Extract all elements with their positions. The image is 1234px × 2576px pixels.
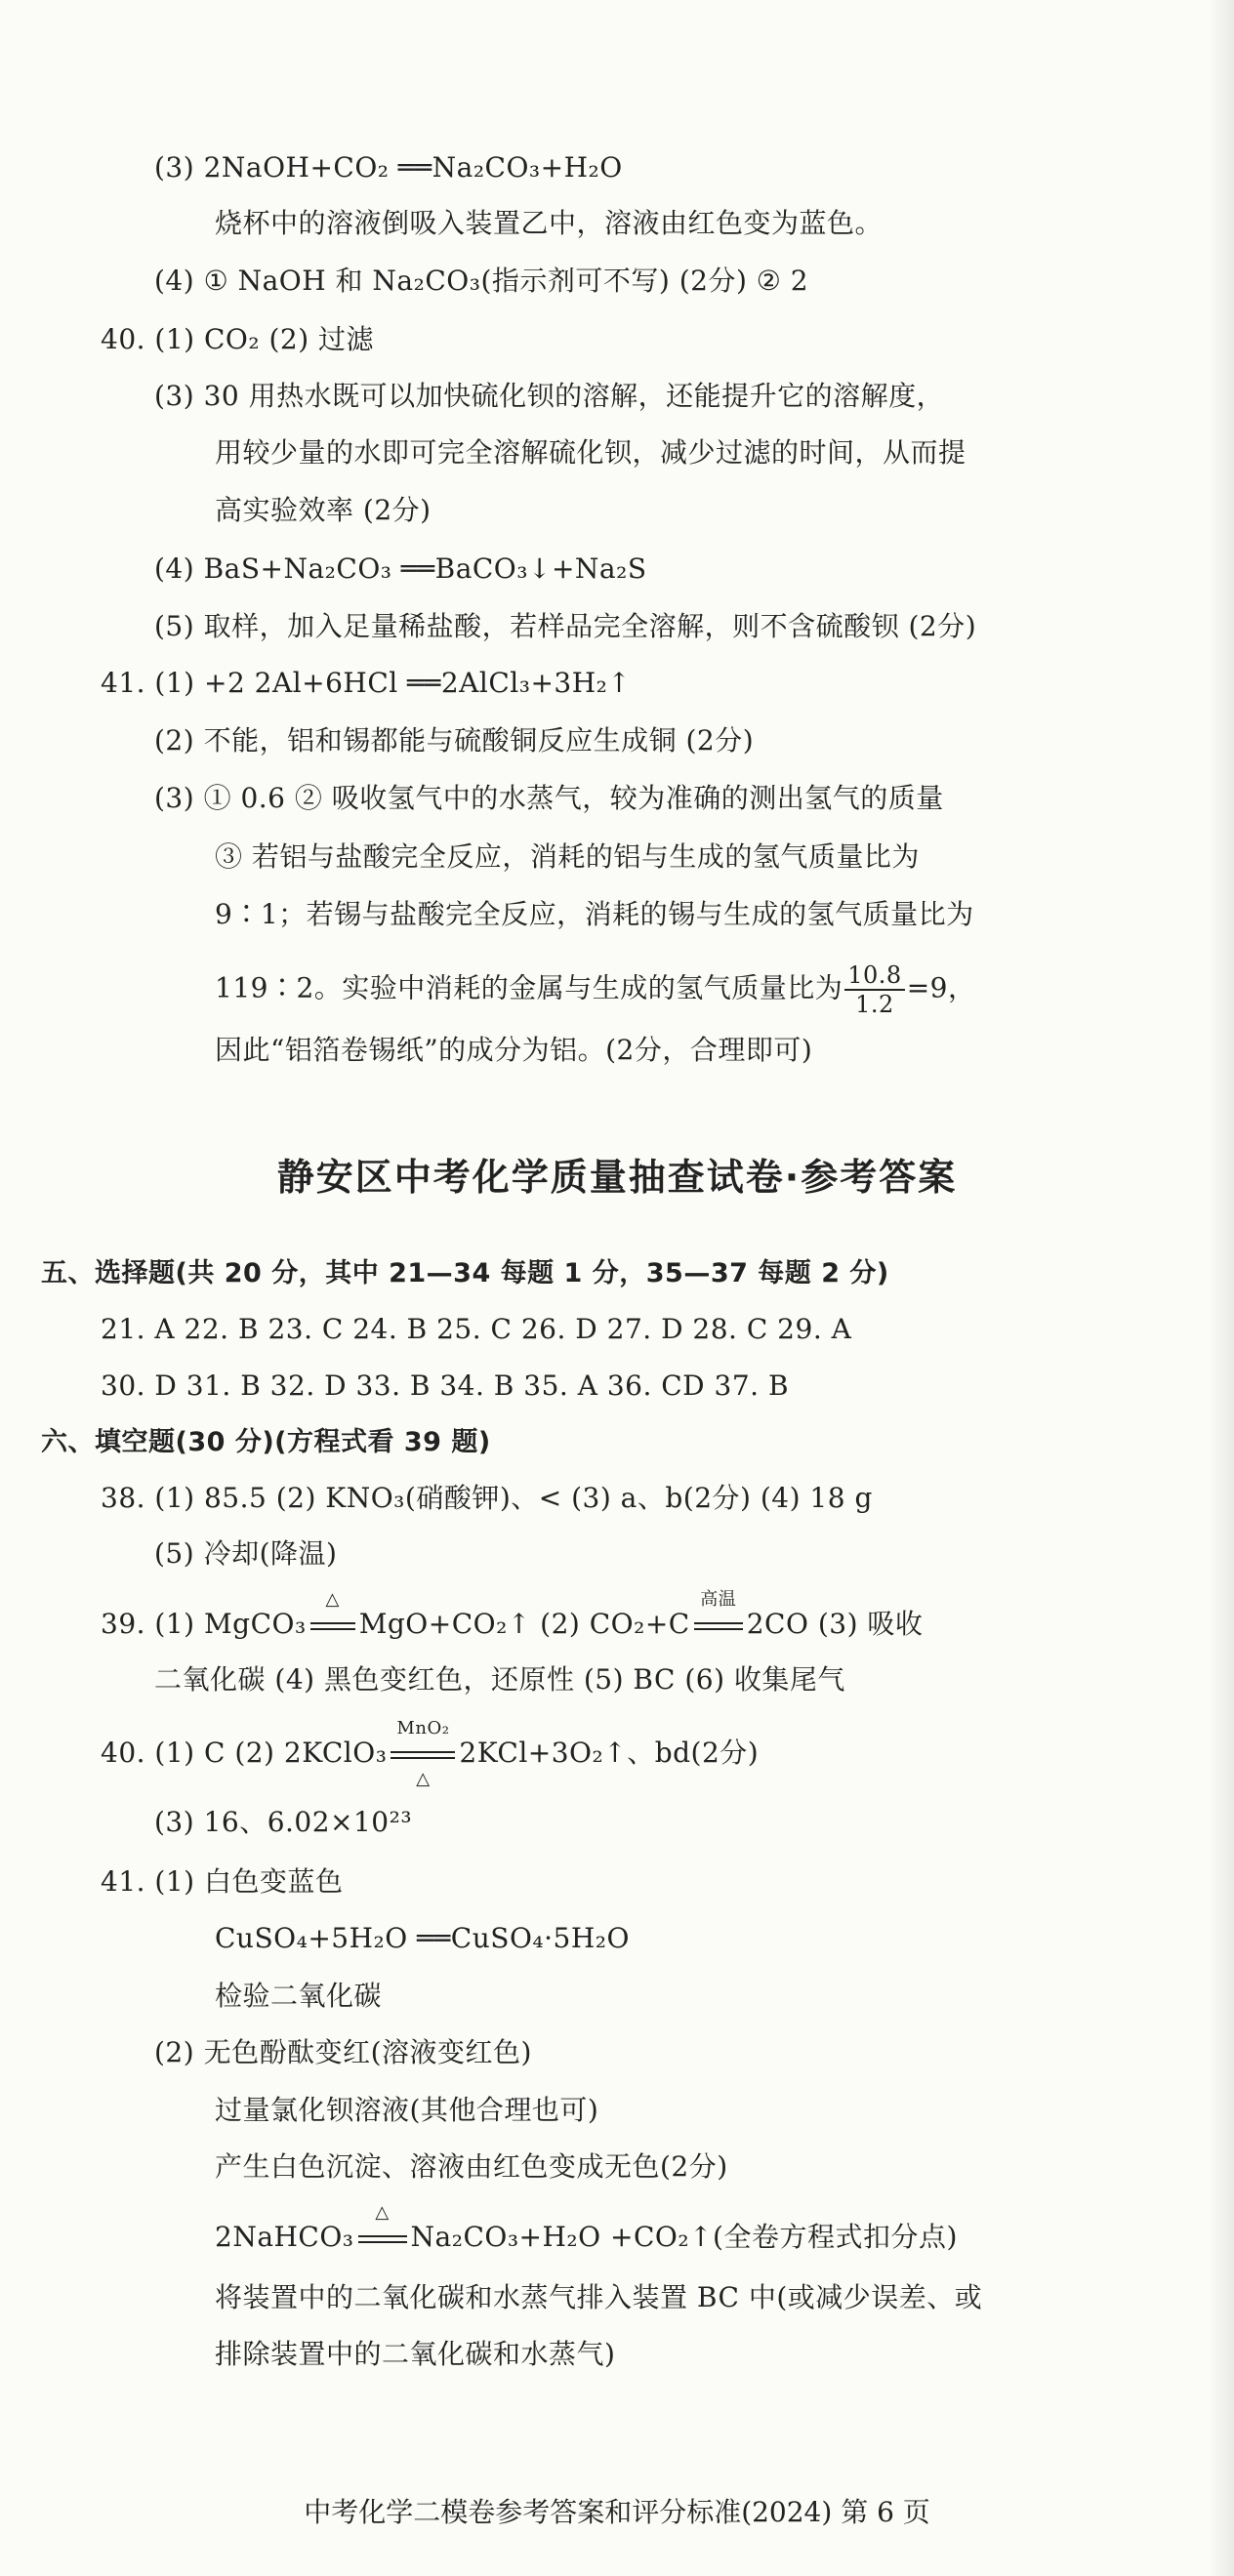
equation-text: 39. (1) MgCO₃	[101, 1608, 307, 1640]
section-heading: 六、填空题(30 分)(方程式看 39 题)	[41, 1427, 491, 1457]
answer-line: ③ 若铝与盐酸完全反应，消耗的铝与生成的氢气质量比为	[215, 840, 920, 873]
answer-line: (3) 2NaOH+CO₂ ══Na₂CO₃+H₂O	[154, 151, 623, 184]
equation-line	[101, 1718, 760, 1789]
answer-line-fraction	[215, 961, 975, 1018]
fraction-numerator: 10.8	[844, 961, 904, 991]
equals-sign	[358, 2235, 407, 2243]
answer-line: 41. (1) +2 2Al+6HCl ══2AlCl₃+3H₂↑	[101, 667, 632, 699]
answer-line: (3) 16、6.02×10²³	[154, 1806, 413, 1838]
page-footer: 中考化学二模卷参考答案和评分标准(2024) 第 6 页	[304, 2496, 930, 2528]
answer-line: 因此“铝箔卷锡纸”的成分为铝。(2分，合理即可)	[215, 1034, 813, 1066]
answer-line: (4) BaS+Na₂CO₃ ══BaCO₃↓+Na₂S	[154, 552, 647, 585]
equals-sign	[310, 1622, 355, 1630]
answer-line: 41. (1) 白色变蓝色	[101, 1865, 344, 1898]
equation-text: 2NaHCO₃	[215, 2221, 354, 2253]
condition-label: MnO₂	[396, 1718, 450, 1738]
fraction	[844, 961, 904, 1018]
section-heading: 五、选择题(共 20 分，其中 21—34 每题 1 分，35—37 每题 2 分)	[41, 1258, 889, 1288]
equation-text: Na₂CO₃+H₂O +CO₂↑(全卷方程式扣分点)	[410, 2221, 958, 2253]
answer-line: 9∶1；若锡与盐酸完全反应，消耗的锡与生成的氢气质量比为	[215, 898, 974, 930]
fraction-tail-text: =9，	[906, 971, 976, 1004]
fraction-denominator: 1.2	[855, 991, 894, 1018]
reaction-condition	[690, 1589, 747, 1644]
condition-label: 高温	[700, 1589, 737, 1610]
answer-line: 用较少量的水即可完全溶解硫化钡，减少过滤的时间，从而提	[215, 436, 967, 469]
answer-line: (3) 30 用热水既可以加快硫化钡的溶解，还能提升它的溶解度，	[154, 380, 945, 412]
answer-line: 高实验效率 (2分)	[215, 494, 432, 526]
answer-line: 过量氯化钡溶液(其他合理也可)	[215, 2094, 599, 2126]
choice-answers-row: 30. D 31. B 32. D 33. B 34. B 35. A 36. CD 37. B	[101, 1370, 790, 1402]
reaction-condition	[307, 1589, 359, 1644]
answer-line: CuSO₄+5H₂O ══CuSO₄·5H₂O	[215, 1922, 630, 1954]
answer-line: (2) 不能，铝和锡都能与硫酸铜反应生成铜 (2分)	[154, 724, 755, 756]
equation-text: 2KCl+3O₂↑、bd(2分)	[459, 1737, 760, 1769]
reaction-condition	[387, 1718, 459, 1789]
answer-line: (5) 冷却(降温)	[154, 1537, 338, 1570]
page-title: 静安区中考化学质量抽查试卷·参考答案	[276, 1156, 958, 1199]
equation-text: 2CO (3) 吸收	[746, 1608, 924, 1640]
fraction-lead-text: 119∶2。实验中消耗的金属与生成的氢气质量比为	[215, 971, 843, 1004]
answer-line: 38. (1) 85.5 (2) KNO₃(硝酸钾)、< (3) a、b(2分) (4) 18 g	[101, 1482, 873, 1514]
equation-line	[101, 1589, 924, 1644]
answer-line: (4) ① NaOH 和 Na₂CO₃(指示剂可不写) (2分) ② 2	[154, 265, 809, 297]
condition-label: △	[416, 1769, 431, 1789]
answer-line: 将装置中的二氧化碳和水蒸气排入装置 BC 中(或减少误差、或	[215, 2281, 983, 2313]
condition-label: △	[325, 1589, 340, 1610]
equation-line	[215, 2202, 958, 2257]
choice-answers-row: 21. A 22. B 23. C 24. B 25. C 26. D 27. D 28. C 29. A	[101, 1313, 852, 1345]
equation-text: 40. (1) C (2) 2KClO₃	[101, 1737, 388, 1769]
answer-line: 40. (1) CO₂ (2) 过滤	[101, 323, 375, 355]
answer-line: 烧杯中的溶液倒吸入装置乙中，溶液由红色变为蓝色。	[215, 207, 884, 239]
condition-label: △	[375, 2202, 390, 2223]
equals-sign	[391, 1751, 455, 1759]
equals-sign	[694, 1622, 743, 1630]
answer-line: (3) ① 0.6 ② 吸收氢气中的水蒸气，较为准确的测出氢气的质量	[154, 782, 944, 814]
answer-line: 产生白色沉淀、溶液由红色变成无色(2分)	[215, 2150, 728, 2183]
answer-line: 二氧化碳 (4) 黑色变红色，还原性 (5) BC (6) 收集尾气	[154, 1663, 845, 1696]
equation-text: MgO+CO₂↑ (2) CO₂+C	[358, 1608, 690, 1640]
answer-line: (5) 取样，加入足量稀盐酸，若样品完全溶解，则不含硫酸钡 (2分)	[154, 610, 977, 642]
answer-line: 检验二氧化碳	[215, 1980, 383, 2012]
answer-line: (2) 无色酚酞变红(溶液变红色)	[154, 2036, 532, 2068]
answer-line: 排除装置中的二氧化碳和水蒸气)	[215, 2338, 616, 2370]
reaction-condition	[354, 2202, 411, 2257]
scan-edge-shadow	[1209, 0, 1234, 2576]
